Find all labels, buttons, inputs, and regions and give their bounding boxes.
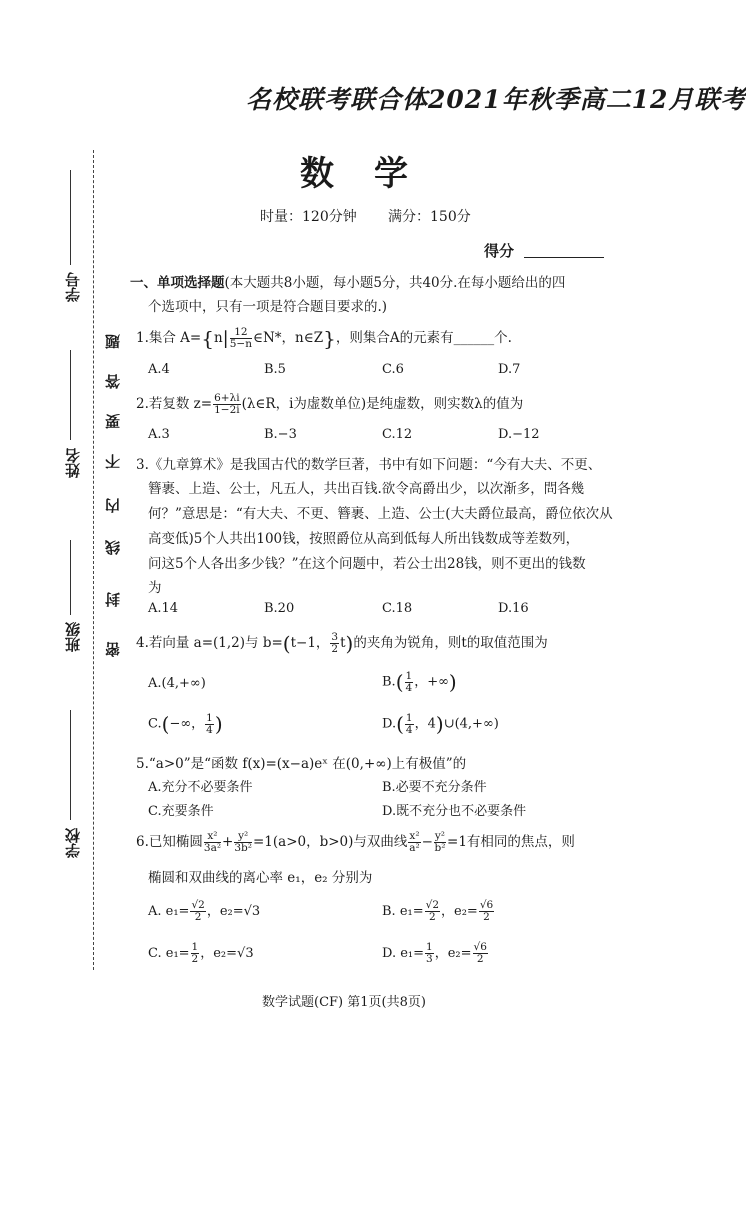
q4-optd-paren-right: ) bbox=[435, 712, 444, 736]
q4-optb-paren-right: ) bbox=[448, 670, 457, 694]
q6-optd-num2: √6 bbox=[473, 941, 487, 953]
q1-prefix: 1.集合 A= bbox=[136, 330, 202, 346]
q4-optd-union: ∪(4,+∞) bbox=[443, 716, 499, 732]
q6-optb-den1: 2 bbox=[428, 911, 436, 923]
q2-suffix: (λ∈R，i为虚数单位)是纯虚数，则实数λ的值为 bbox=[241, 396, 524, 412]
q1-option-c: C.6 bbox=[382, 362, 404, 377]
q5-option-b: B.必要不充分条件 bbox=[382, 780, 487, 795]
page-footer: 数学试题(CF) 第1页(共8页) bbox=[262, 995, 426, 1010]
q6-line2: 椭圆和双曲线的离心率 e₁，e₂ 分别为 bbox=[148, 870, 373, 886]
q6-h-den2: b² bbox=[434, 842, 446, 854]
q1-fraction bbox=[230, 327, 252, 350]
q6-e-num1: x² bbox=[204, 831, 221, 843]
q6-optc-tail: ，e₂=√3 bbox=[200, 946, 254, 961]
q3-line: 簪裹、上造、公士，凡五人，共出百钱.欲令高爵出少，以次渐多，問各幾 bbox=[148, 481, 585, 497]
q6-option-a bbox=[148, 900, 260, 923]
q4-paren-left: ( bbox=[282, 631, 291, 656]
q2-fraction bbox=[213, 393, 241, 416]
q6-ellipse-frac-1 bbox=[204, 831, 221, 854]
q6-optb-fraction-2 bbox=[479, 900, 494, 923]
q1-option-a: A.4 bbox=[148, 362, 170, 377]
q6-optb-mid: ，e₂= bbox=[441, 904, 478, 919]
q6-mid: =1(a>0，b>0)与双曲线 bbox=[252, 834, 408, 850]
q2-option-b: B.−3 bbox=[264, 427, 297, 442]
q6-optd-num1: 1 bbox=[426, 941, 433, 953]
q4-optc-den: 4 bbox=[206, 723, 213, 736]
full-score: 满分：150分 bbox=[388, 209, 471, 225]
seal-char: 密 bbox=[104, 640, 122, 657]
name-blank bbox=[70, 350, 71, 440]
q6-optd-den2: 2 bbox=[476, 953, 484, 965]
q1-option-d: D.7 bbox=[498, 362, 521, 377]
q4-suffix: 的夹角为锐角，则t的取值范围为 bbox=[353, 635, 548, 651]
q6-optc-den: 2 bbox=[191, 953, 199, 965]
q1-brace-left: { bbox=[201, 326, 214, 351]
q4-option-c bbox=[148, 712, 223, 736]
q1-set-lead: n bbox=[213, 330, 223, 346]
q5-option-c: C.充要条件 bbox=[148, 804, 214, 819]
q6-optb-lead: B. e₁= bbox=[382, 904, 424, 919]
q4-frac-num: 3 bbox=[331, 631, 339, 643]
q6-optb-den2: 2 bbox=[483, 911, 490, 923]
q4-optc-head: −∞， bbox=[169, 716, 205, 732]
q6-e-den1: 3a² bbox=[203, 842, 222, 854]
q6-h-num2: y² bbox=[434, 830, 446, 842]
q6-optb-fraction-1 bbox=[425, 900, 440, 923]
q4-optd-num: 1 bbox=[405, 711, 413, 724]
q6-h-den1: a² bbox=[409, 842, 420, 854]
q6-opta-num: √2 bbox=[191, 899, 205, 911]
q2-option-a: A.3 bbox=[148, 427, 170, 442]
q6-optc-num: 1 bbox=[191, 941, 199, 953]
q4-optb-den: 4 bbox=[405, 681, 413, 694]
q6-optb-num1: √2 bbox=[425, 899, 439, 911]
question-4-stem bbox=[136, 631, 548, 656]
q3-line: 问这5个人各出多少钱？”在这个问题中，若公士出28钱，则不更出的钱数 bbox=[148, 556, 586, 572]
q4-optc-paren-left: ( bbox=[161, 712, 170, 736]
q4-frac-den: 2 bbox=[331, 643, 339, 655]
q4-optd-paren-left: ( bbox=[396, 712, 404, 736]
q2-option-c: C.12 bbox=[382, 427, 413, 442]
school-label: 学校 bbox=[64, 828, 82, 858]
seal-char: 答 bbox=[104, 372, 122, 389]
student-id-label: 学号 bbox=[64, 272, 82, 302]
q6-optd-den1: 3 bbox=[426, 953, 433, 965]
q2-frac-num: 6+λi bbox=[214, 392, 240, 404]
student-id-blank bbox=[70, 170, 71, 265]
q3-line: 3.《九章算术》是我国古代的数学巨著，书中有如下问题：“今有大夫、不更、 bbox=[136, 457, 602, 473]
q6-option-b bbox=[382, 900, 495, 923]
q6-prefix: 6.已知椭圆 bbox=[136, 834, 203, 850]
q6-minus: − bbox=[421, 834, 433, 850]
question-1-stem bbox=[136, 326, 512, 351]
binding-dashed-line bbox=[93, 150, 94, 970]
q3-option-d: D.16 bbox=[498, 601, 529, 616]
q4-vec-b: t bbox=[340, 635, 346, 651]
seal-char: 题 bbox=[104, 332, 122, 349]
q3-option-b: B.20 bbox=[264, 601, 295, 616]
section-heading-line2: 个选项中，只有一项是符合题目要求的.) bbox=[148, 299, 388, 315]
q6-optc-fraction bbox=[191, 942, 200, 965]
score-blank bbox=[524, 257, 604, 258]
subject-title: 数学 bbox=[300, 154, 448, 194]
section-heading-bold: 一、单项选择题 bbox=[130, 275, 225, 291]
q4-fraction bbox=[330, 632, 339, 655]
q4-optc-lead: C. bbox=[148, 716, 162, 732]
class-label: 班级 bbox=[64, 622, 82, 652]
q4-optc-fraction bbox=[205, 713, 214, 736]
q1-set-tail: ∈N*，n∈Z bbox=[253, 330, 324, 346]
q2-frac-den: 1−2i bbox=[214, 404, 240, 416]
q6-option-c bbox=[148, 942, 254, 965]
q6-opta-lead: A. e₁= bbox=[148, 904, 190, 919]
question-5-stem: 5.“a>0”是“函数 f(x)=(x−a)eˣ 在(0,+∞)上有极值”的 bbox=[136, 756, 467, 772]
q6-suffix: =1有相同的焦点，则 bbox=[447, 834, 575, 850]
q4-optd-fraction bbox=[405, 713, 414, 736]
q4-option-b bbox=[382, 670, 457, 694]
q1-option-b: B.5 bbox=[264, 362, 286, 377]
question-6-stem bbox=[136, 830, 575, 854]
q4-option-a: A.(4,+∞) bbox=[148, 676, 206, 691]
seal-char: 封 bbox=[104, 590, 122, 607]
q6-optd-fraction-2 bbox=[473, 942, 488, 965]
q6-opta-fraction bbox=[190, 900, 205, 923]
q6-h-num1: x² bbox=[409, 830, 420, 842]
q6-e-num2: y² bbox=[234, 831, 252, 843]
seal-char: 不 bbox=[104, 452, 122, 469]
q6-hyper-frac-2 bbox=[434, 831, 446, 854]
q4-optc-paren-right: ) bbox=[214, 712, 223, 736]
q4-optd-tail: ，4 bbox=[414, 716, 436, 732]
q4-option-d bbox=[382, 712, 499, 736]
q3-option-c: C.18 bbox=[382, 601, 413, 616]
section-heading-text: (本大题共8小题，每小题5分，共40分.在每小题给出的四 bbox=[224, 275, 566, 291]
time-limit: 时量：120分钟 bbox=[260, 209, 357, 225]
q6-optc-lead: C. e₁= bbox=[148, 946, 190, 961]
section-heading bbox=[130, 271, 565, 291]
q2-prefix: 2.若复数 z= bbox=[136, 396, 213, 412]
q1-frac-num: 12 bbox=[230, 327, 252, 339]
question-2-stem bbox=[136, 392, 523, 416]
q6-optd-mid: ，e₂= bbox=[434, 946, 472, 961]
q6-optd-lead: D. e₁= bbox=[382, 946, 425, 961]
q4-optd-den: 4 bbox=[405, 723, 413, 736]
q6-e-den2: 3b² bbox=[234, 842, 252, 854]
q4-optb-fraction bbox=[405, 671, 414, 694]
school-blank bbox=[70, 710, 71, 820]
class-blank bbox=[70, 540, 71, 615]
q4-vec-a: t−1， bbox=[290, 635, 330, 651]
q3-line: 高变低)5个人共出100钱，按照爵位从高到低每人所出钱数成等差数列， bbox=[148, 531, 580, 547]
q6-plus: + bbox=[222, 834, 234, 850]
q1-suffix: ，则集合A的元素有______个. bbox=[335, 330, 512, 346]
q6-ellipse-frac-2 bbox=[234, 831, 252, 854]
q6-optb-num2: √6 bbox=[479, 899, 494, 911]
q1-divider: | bbox=[222, 328, 229, 349]
q5-option-d: D.既不充分也不必要条件 bbox=[382, 804, 527, 819]
q2-option-d: D.−12 bbox=[498, 427, 540, 442]
q4-optb-lead: B. bbox=[382, 674, 396, 690]
q4-optb-num: 1 bbox=[405, 669, 413, 682]
q6-option-d bbox=[382, 942, 489, 965]
q3-line: 为 bbox=[148, 580, 162, 596]
q6-opta-den: 2 bbox=[194, 911, 202, 923]
q4-optd-lead: D. bbox=[382, 716, 397, 732]
q5-option-a: A.充分不必要条件 bbox=[148, 780, 253, 795]
q1-brace-right: } bbox=[323, 326, 336, 351]
seal-char: 线 bbox=[104, 538, 122, 555]
q6-optd-fraction-1 bbox=[425, 942, 434, 965]
exam-title: 名校联考联合体2021年秋季高二12月联考 bbox=[246, 85, 746, 114]
q4-optc-num: 1 bbox=[206, 711, 213, 724]
q3-option-a: A.14 bbox=[148, 601, 179, 616]
q4-optb-tail: ，+∞ bbox=[414, 674, 449, 690]
q6-opta-tail: ，e₂=√3 bbox=[206, 904, 261, 919]
seal-char: 要 bbox=[104, 412, 122, 429]
q1-frac-den: 5−n bbox=[229, 338, 252, 350]
score-label: 得分 bbox=[484, 242, 515, 260]
q4-paren-right: ) bbox=[345, 631, 354, 656]
q6-hyper-frac-1 bbox=[408, 831, 420, 854]
q3-line: 何？”意思是：“有大夫、不更、簪裹、上造、公士(大夫爵位最高，爵位依次从 bbox=[148, 506, 613, 522]
name-label: 姓名 bbox=[64, 448, 82, 478]
seal-char: 内 bbox=[104, 496, 122, 513]
q4-optb-paren-left: ( bbox=[395, 670, 404, 694]
q4-prefix: 4.若向量 a=(1,2)与 b= bbox=[136, 635, 283, 651]
